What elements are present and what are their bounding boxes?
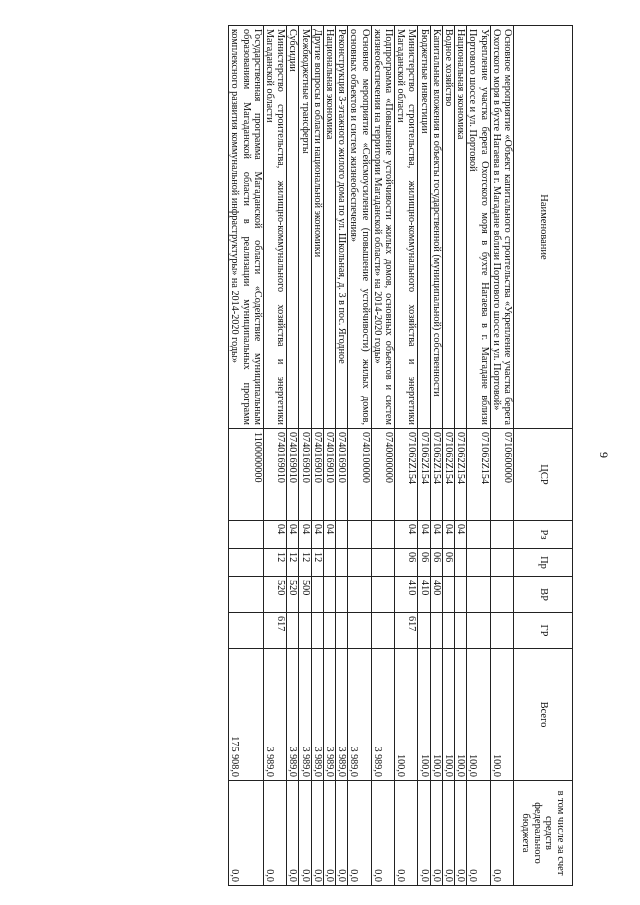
cell-rz: 04 — [454, 521, 466, 549]
header-name: Наименование — [514, 26, 573, 429]
page-number: 9 — [597, 452, 611, 458]
cell-federal: 0,0 — [323, 781, 335, 886]
cell-pr — [467, 549, 490, 577]
cell-total: 3 989,0 — [323, 649, 335, 781]
cell-name: Национальная экономика — [454, 26, 466, 429]
cell-federal: 0,0 — [490, 781, 513, 886]
cell-csr: 0740169010 — [311, 429, 323, 521]
header-federal: в том числе за счет средств федерального бюджета — [514, 781, 573, 886]
cell-vr: 520 — [287, 577, 299, 613]
cell-gr — [299, 613, 311, 649]
cell-name: Министерство строительства, жилищно-коммунального хозяйства и энергетики Магаданской области — [394, 26, 417, 429]
cell-federal: 0,0 — [442, 781, 454, 886]
cell-name: Реконструкция 3-этажного жилого дома по ул. Школьная, д. 3 в пос. Ягодное — [335, 26, 347, 429]
cell-pr: 12 — [299, 549, 311, 577]
cell-pr — [490, 549, 513, 577]
cell-vr — [442, 577, 454, 613]
cell-name: Министерство строительства, жилищно-коммунального хозяйства и энергетики Магаданской области — [263, 26, 286, 429]
cell-total: 3 989,0 — [335, 649, 347, 781]
table-row — [371, 26, 394, 886]
cell-rz: 04 — [430, 521, 442, 549]
cell-federal: 0,0 — [335, 781, 347, 886]
header-pr: Пр — [514, 549, 573, 577]
cell-csr: 0710600000 — [490, 429, 513, 521]
cell-csr: 0740100000 — [348, 429, 371, 521]
cell-vr — [335, 577, 347, 613]
cell-pr — [348, 549, 371, 577]
cell-name: Водное хозяйство — [442, 26, 454, 429]
cell-name: Межбюджетные трансферты — [299, 26, 311, 429]
cell-name: Бюджетные инвестиции — [418, 26, 430, 429]
cell-rz — [490, 521, 513, 549]
cell-csr: 071062Z154 — [467, 429, 490, 521]
cell-pr — [335, 549, 347, 577]
cell-gr — [454, 613, 466, 649]
cell-total: 100,0 — [442, 649, 454, 781]
cell-vr: 410 — [394, 577, 417, 613]
table-row — [394, 26, 417, 886]
cell-vr — [348, 577, 371, 613]
cell-federal: 0,0 — [430, 781, 442, 886]
cell-gr — [490, 613, 513, 649]
cell-csr: 071062Z154 — [442, 429, 454, 521]
cell-total: 175 908,0 — [229, 649, 264, 781]
cell-name: Национальная экономика — [323, 26, 335, 429]
cell-rz — [348, 521, 371, 549]
cell-csr: 071062Z154 — [454, 429, 466, 521]
cell-vr: 400 — [430, 577, 442, 613]
table-row — [311, 26, 323, 886]
cell-csr: 0740169010 — [299, 429, 311, 521]
cell-name: Основное мероприятие «Сейсмоусиление (повышение устойчивости) жилых домов, основных объектов и систем жизнеобеспечения» — [348, 26, 371, 429]
cell-pr: 12 — [311, 549, 323, 577]
cell-csr: 0740169010 — [335, 429, 347, 521]
cell-gr — [311, 613, 323, 649]
cell-rz: 04 — [263, 521, 286, 549]
cell-pr: 06 — [394, 549, 417, 577]
cell-pr — [454, 549, 466, 577]
cell-name: Основное мероприятие «Объект капитального строительства «Укрепление участка берега Охотского моря в бухте Нагаева в г. Магадане вблизи Портового шоссе и ул. Портовой» — [490, 26, 513, 429]
table-row — [263, 26, 286, 886]
cell-csr: 1100000000 — [229, 429, 264, 521]
table-row — [348, 26, 371, 886]
cell-pr: 12 — [287, 549, 299, 577]
cell-vr — [490, 577, 513, 613]
cell-gr: 617 — [263, 613, 286, 649]
cell-name: Капитальные вложения в объекты государственной (муниципальной) собственности — [430, 26, 442, 429]
table-row — [442, 26, 454, 886]
cell-vr — [454, 577, 466, 613]
cell-name: Укрепление участка берега Охотского моря в бухте Нагаева в г. Магадане вблизи Портового шоссе и ул. Портовой — [467, 26, 490, 429]
cell-total: 3 989,0 — [348, 649, 371, 781]
cell-total: 3 989,0 — [287, 649, 299, 781]
cell-rz — [371, 521, 394, 549]
cell-total: 100,0 — [454, 649, 466, 781]
budget-table — [228, 25, 573, 886]
cell-vr: 410 — [418, 577, 430, 613]
cell-csr: 071062Z154 — [418, 429, 430, 521]
cell-vr — [229, 577, 264, 613]
cell-rz: 04 — [418, 521, 430, 549]
cell-csr: 071062Z154 — [430, 429, 442, 521]
cell-federal: 0,0 — [287, 781, 299, 886]
header-csr: ЦСР — [514, 429, 573, 521]
table-row — [335, 26, 347, 886]
cell-gr — [430, 613, 442, 649]
cell-vr — [467, 577, 490, 613]
cell-federal: 0,0 — [454, 781, 466, 886]
table-row — [287, 26, 299, 886]
table-row — [490, 26, 513, 886]
cell-total: 100,0 — [394, 649, 417, 781]
cell-total: 3 989,0 — [299, 649, 311, 781]
cell-pr — [229, 549, 264, 577]
cell-total: 3 989,0 — [371, 649, 394, 781]
cell-federal: 0,0 — [348, 781, 371, 886]
cell-federal: 0,0 — [371, 781, 394, 886]
cell-gr — [371, 613, 394, 649]
cell-name: Подпрограмма «Повышение устойчивости жилых домов, основных объектов и систем жизнеобеспечения на территории Магаданской области» на 2014-2020 годы» — [371, 26, 394, 429]
cell-federal: 0,0 — [418, 781, 430, 886]
cell-federal: 0,0 — [394, 781, 417, 886]
cell-vr — [311, 577, 323, 613]
cell-gr — [229, 613, 264, 649]
table-row — [454, 26, 466, 886]
rotated-page — [15, 25, 625, 885]
cell-rz: 04 — [311, 521, 323, 549]
cell-vr — [323, 577, 335, 613]
table-header-row — [514, 26, 573, 886]
cell-total: 100,0 — [430, 649, 442, 781]
table-row — [430, 26, 442, 886]
cell-gr — [467, 613, 490, 649]
cell-gr — [348, 613, 371, 649]
table-row — [229, 26, 264, 886]
cell-pr: 06 — [418, 549, 430, 577]
cell-vr: 500 — [299, 577, 311, 613]
cell-federal: 0,0 — [229, 781, 264, 886]
cell-rz: 04 — [442, 521, 454, 549]
cell-rz: 04 — [323, 521, 335, 549]
header-gr: ГР — [514, 613, 573, 649]
cell-federal: 0,0 — [299, 781, 311, 886]
cell-rz: 04 — [394, 521, 417, 549]
cell-gr: 617 — [394, 613, 417, 649]
cell-total: 100,0 — [467, 649, 490, 781]
cell-rz — [467, 521, 490, 549]
cell-rz — [335, 521, 347, 549]
cell-total: 100,0 — [418, 649, 430, 781]
cell-rz: 04 — [287, 521, 299, 549]
cell-name: Другие вопросы в области национальной экономики — [311, 26, 323, 429]
cell-pr — [371, 549, 394, 577]
cell-vr — [371, 577, 394, 613]
header-rz: Рз — [514, 521, 573, 549]
cell-pr: 06 — [430, 549, 442, 577]
cell-pr: 06 — [442, 549, 454, 577]
cell-federal: 0,0 — [467, 781, 490, 886]
header-vr: ВР — [514, 577, 573, 613]
cell-total: 100,0 — [490, 649, 513, 781]
table-row — [418, 26, 430, 886]
cell-gr — [323, 613, 335, 649]
cell-federal: 0,0 — [263, 781, 286, 886]
cell-pr: 12 — [263, 549, 286, 577]
cell-total: 3 989,0 — [311, 649, 323, 781]
header-total: Всего — [514, 649, 573, 781]
cell-federal: 0,0 — [311, 781, 323, 886]
cell-rz: 04 — [299, 521, 311, 549]
cell-gr — [418, 613, 430, 649]
cell-name: Субсидии — [287, 26, 299, 429]
cell-gr — [442, 613, 454, 649]
cell-csr: 0740169010 — [323, 429, 335, 521]
cell-csr: 0740169010 — [263, 429, 286, 521]
cell-csr: 0740169010 — [287, 429, 299, 521]
cell-total: 3 989,0 — [263, 649, 286, 781]
cell-csr: 071062Z154 — [394, 429, 417, 521]
cell-gr — [287, 613, 299, 649]
cell-csr: 0740000000 — [371, 429, 394, 521]
table-row — [323, 26, 335, 886]
cell-vr: 520 — [263, 577, 286, 613]
cell-gr — [335, 613, 347, 649]
cell-name: Государственная программа Магаданской области «Содействие муниципальным образованиям Магаданской области в реализации муниципальных программ комплексного развития коммунальной инфраструктуры» на 2014-2020 годы» — [229, 26, 264, 429]
cell-pr — [323, 549, 335, 577]
table-row — [467, 26, 490, 886]
table-row — [299, 26, 311, 886]
cell-rz — [229, 521, 264, 549]
